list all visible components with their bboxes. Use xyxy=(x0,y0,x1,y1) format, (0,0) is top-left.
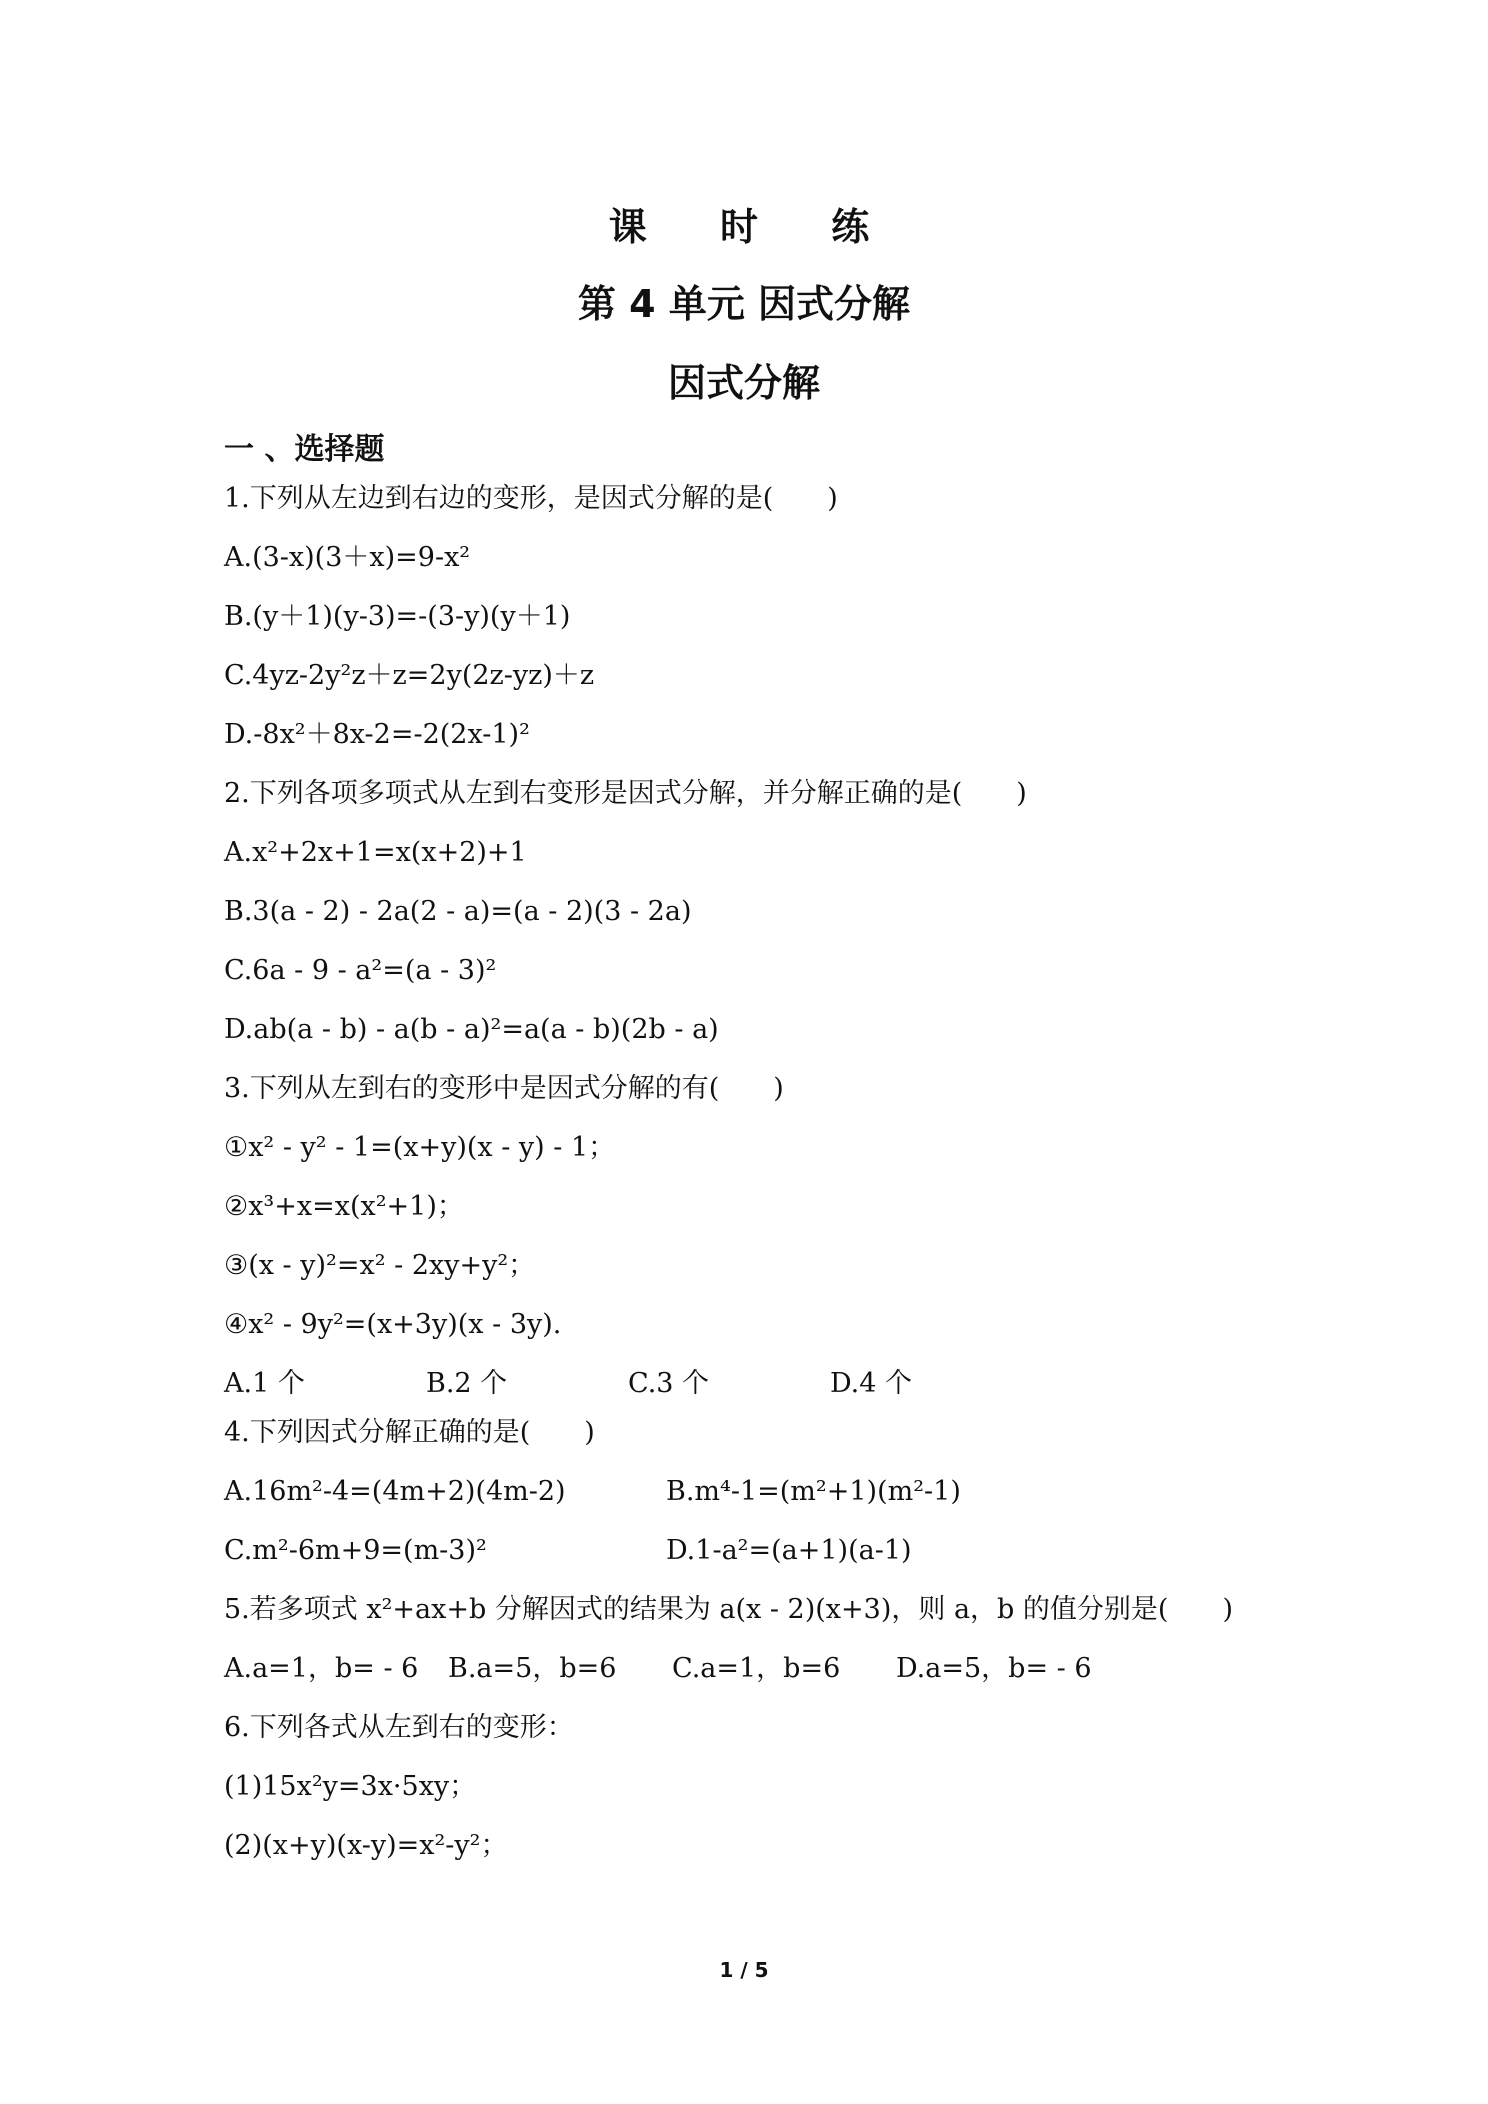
question-1-option-c: C.4yz-2y²z＋z=2y(2z-yz)＋z xyxy=(224,660,595,691)
question-1-option-b: B.(y＋1)(y-3)=-(3-y)(y＋1) xyxy=(224,601,571,632)
question-4-option-c: C.m²-6m+9=(m-3)² xyxy=(224,1535,487,1566)
question-3-item-2: ②x³+x=x(x²+1)； xyxy=(224,1191,464,1222)
question-3-item-4: ④x² - 9y²=(x+3y)(x - 3y). xyxy=(224,1309,562,1340)
question-5-option-c: C.a=1，b=6 xyxy=(672,1653,841,1684)
section-heading: 一 、选择题 xyxy=(224,432,385,467)
question-5-stem: 5.若多项式 x²+ax+b 分解因式的结果为 a(x - 2)(x+3)，则 a，b 的值分别是( ) xyxy=(224,1594,1233,1625)
question-2-stem: 2.下列各项多项式从左到右变形是因式分解，并分解正确的是( ) xyxy=(224,778,1027,809)
question-1-option-a: A.(3-x)(3＋x)=9-x² xyxy=(224,542,471,573)
question-3-option-d: D.4 个 xyxy=(830,1368,913,1399)
question-5-option-b: B.a=5，b=6 xyxy=(448,1653,617,1684)
question-3-option-c: C.3 个 xyxy=(628,1368,710,1399)
question-2-option-d: D.ab(a - b) - a(b - a)²=a(a - b)(2b - a) xyxy=(224,1014,719,1045)
question-3-item-3: ③(x - y)²=x² - 2xy+y²； xyxy=(224,1250,536,1281)
unit-heading: 第 4 单元 因式分解 xyxy=(577,282,911,326)
question-6-stem: 6.下列各式从左到右的变形： xyxy=(224,1712,574,1743)
page-number: 1 / 5 xyxy=(719,1958,769,1982)
question-3-option-a: A.1 个 xyxy=(224,1368,305,1399)
question-1-stem: 1.下列从左边到右边的变形，是因式分解的是( ) xyxy=(224,483,838,514)
document-title: 课 时 练 xyxy=(608,205,900,249)
question-4-stem: 4.下列因式分解正确的是( ) xyxy=(224,1417,595,1448)
question-3-item-1: ①x² - y² - 1=(x+y)(x - y) - 1； xyxy=(224,1132,616,1163)
question-1-option-d: D.-8x²＋8x-2=-2(2x-1)² xyxy=(224,719,530,750)
question-3-stem: 3.下列从左到右的变形中是因式分解的有( ) xyxy=(224,1073,784,1104)
question-4-option-d: D.1-a²=(a+1)(a-1) xyxy=(666,1535,912,1566)
question-5-option-a: A.a=1，b= - 6 xyxy=(224,1653,419,1684)
question-2-option-b: B.3(a - 2) - 2a(2 - a)=(a - 2)(3 - 2a) xyxy=(224,896,692,927)
question-5-option-d: D.a=5，b= - 6 xyxy=(896,1653,1092,1684)
question-6-item-2: (2)(x+y)(x-y)=x²-y²； xyxy=(224,1830,508,1861)
question-2-option-a: A.x²+2x+1=x(x+2)+1 xyxy=(224,837,527,868)
question-3-option-b: B.2 个 xyxy=(426,1368,508,1399)
question-6-item-1: (1)15x²y=3x·5xy； xyxy=(224,1771,477,1802)
question-4-option-a: A.16m²-4=(4m+2)(4m-2) xyxy=(224,1476,566,1507)
question-2-option-c: C.6a - 9 - a²=(a - 3)² xyxy=(224,955,497,986)
lesson-heading: 因式分解 xyxy=(667,361,820,405)
question-4-option-b: B.m⁴-1=(m²+1)(m²-1) xyxy=(666,1476,961,1507)
